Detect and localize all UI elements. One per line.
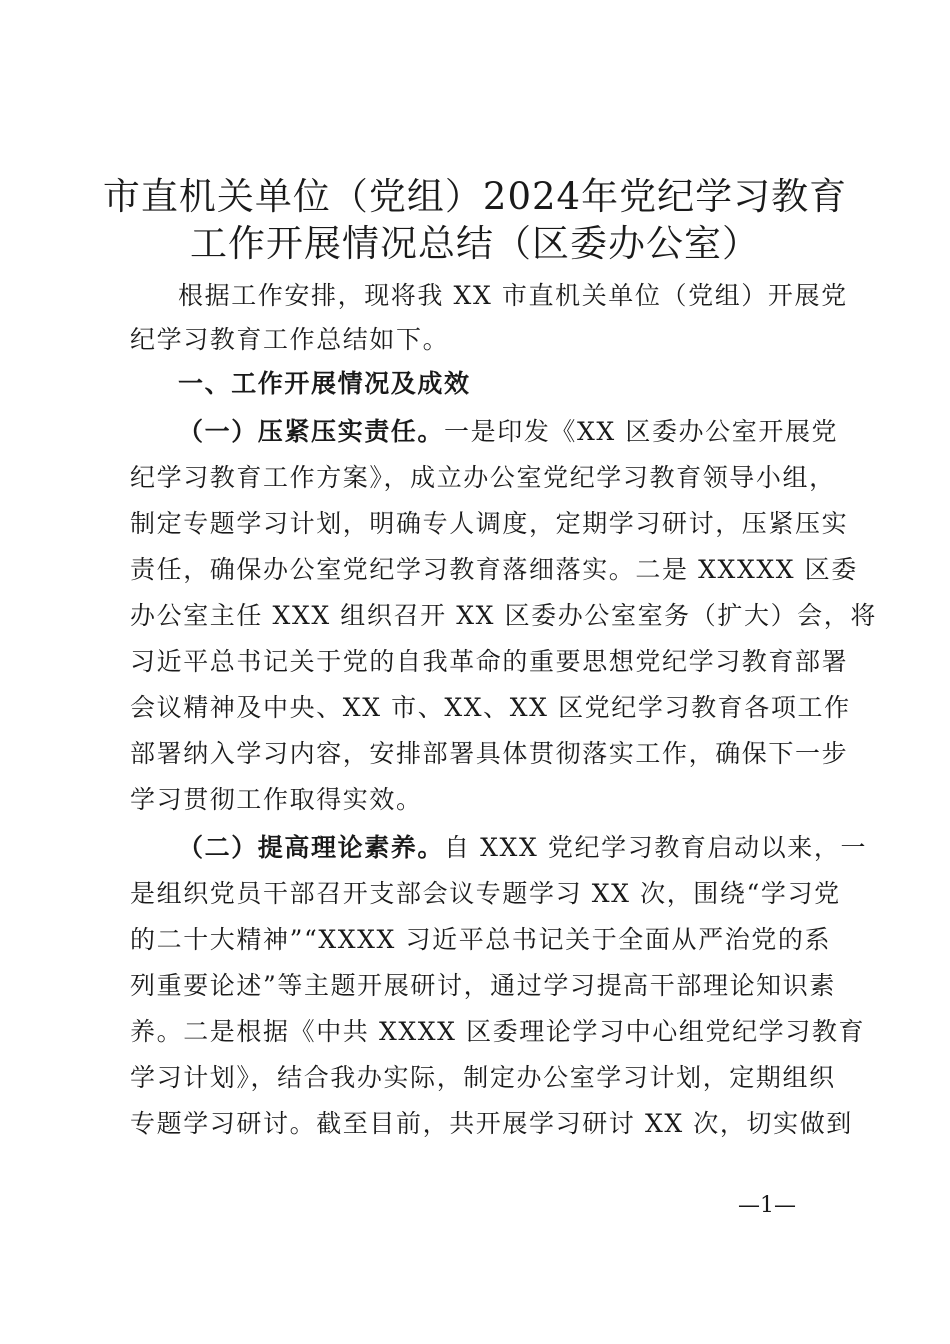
page-number: —1—: [738, 1193, 796, 1218]
intro-line-1: 根据工作安排，现将我 XX 市直机关单位（党组）开展党: [178, 281, 848, 310]
subsection-2-line: 专题学习研讨。截至目前，共开展学习研讨 XX 次，切实做到: [130, 1109, 853, 1138]
subsection-2-line: 列重要论述”等主题开展研讨，通过学习提高干部理论知识素: [130, 971, 836, 1000]
document-title-line-1: 市直机关单位（党组）2024年党纪学习教育: [102, 175, 848, 218]
subsection-1-line: 办公室主任 XXX 组织召开 XX 区委办公室室务（扩大）会，将: [130, 601, 877, 630]
section-1-heading: 一、工作开展情况及成效: [178, 369, 471, 398]
document-title-line-2: 工作开展情况总结（区委办公室）: [190, 222, 760, 265]
subsection-1-line: 习近平总书记关于党的自我革命的重要思想党纪学习教育部署: [130, 647, 849, 676]
subsection-1-line: 部署纳入学习内容，安排部署具体贯彻落实工作，确保下一步: [130, 739, 849, 768]
subsection-1-line: 责任，确保办公室党纪学习教育落细落实。二是 XXXXX 区委: [130, 555, 858, 584]
subsection-1-first-line: [178, 416, 878, 448]
subsection-2-line: 的二十大精神”“XXXX 习近平总书记关于全面从严治党的系: [130, 925, 832, 954]
subsection-2-line: 学习计划》，结合我办实际，制定办公室学习计划，定期组织: [130, 1063, 836, 1092]
subsection-1-first-line-text: 一是印发《XX 区委办公室开展党: [444, 417, 839, 446]
subsection-1-line: 纪学习教育工作方案》，成立办公室党纪学习教育领导小组，: [130, 463, 836, 492]
subsection-2-line: 养。二是根据《中共 XXXX 区委理论学习中心组党纪学习教育: [130, 1017, 866, 1046]
subsection-1-heading: （一）压紧压实责任。: [178, 417, 445, 446]
intro-line-2: 纪学习教育工作总结如下。: [130, 325, 450, 354]
subsection-2-first-line: [178, 832, 878, 864]
subsection-2-line: 是组织党员干部召开支部会议专题学习 XX 次，围绕“学习党: [130, 879, 841, 908]
subsection-2-heading: （二）提高理论素养。: [178, 833, 445, 862]
subsection-1-line: 制定专题学习计划，明确专人调度，定期学习研讨，压紧压实: [130, 509, 849, 538]
subsection-1-line: 学习贯彻工作取得实效。: [130, 785, 423, 814]
subsection-2-first-line-text: 自 XXX 党纪学习教育启动以来，一: [444, 833, 868, 862]
subsection-1-line: 会议精神及中央、XX 市、XX、XX 区党纪学习教育各项工作: [130, 693, 851, 722]
